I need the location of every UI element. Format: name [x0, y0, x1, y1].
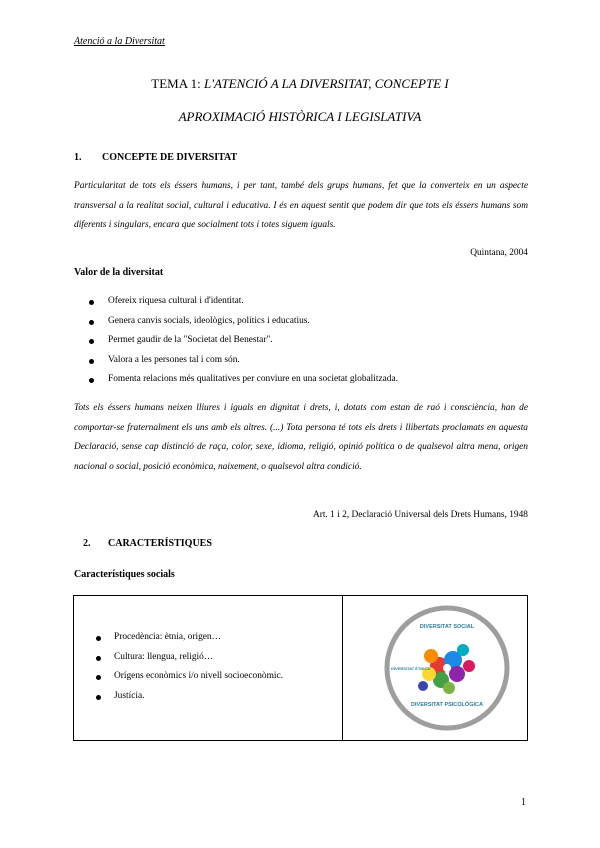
section-1-heading — [74, 152, 237, 163]
bullet-icon — [89, 378, 94, 383]
figure-label-bottom: DIVERSITAT PSICOLÒGICA — [411, 702, 483, 708]
declaration-quote: Tots els éssers humans neixen lliures i iguals en dignitat i drets, i, dotats com estan de raó i consciència, han de comportar-se fraternalment els uns amb els altres. (...) Tota persona té tots els drets i llibertats proclamats en aquesta Declaració, sense cap distinció de raça, color, sexe, idioma, religió, opinió política o de qualsevol altra mena, origen nacional o social, posició econòmica, naixement, o qualsevol altra condició. — [74, 403, 528, 472]
title-text-line-1: L'ATENCIÓ A LA DIVERSITAT, CONCEPTE I — [203, 76, 449, 91]
characteristics-table — [73, 595, 528, 741]
section-1-number: 1. — [74, 152, 82, 163]
socials-list — [77, 628, 283, 706]
bullet-icon — [89, 359, 94, 364]
bullet-icon — [89, 300, 94, 305]
valor-heading: Valor de la diversitat — [74, 267, 164, 278]
list-item: Justícia. — [77, 687, 283, 707]
section-1-title: CONCEPTE DE DIVERSITAT — [102, 152, 238, 163]
valor-list — [74, 292, 398, 390]
list-item: Orígens econòmics i/o nivell socioeconòmic. — [77, 667, 283, 687]
section-2-title: CARACTERÍSTIQUES — [108, 538, 212, 549]
list-item: Cultura: llengua, religió… — [77, 648, 283, 668]
table-divider — [342, 596, 343, 740]
figure-label-top: DIVERSITAT SOCIAL — [419, 624, 475, 630]
section-2-heading — [83, 538, 212, 549]
list-item: Fomenta relacions més qualitatives per conviure en una societat globalitzada. — [74, 370, 398, 390]
bullet-icon — [89, 320, 94, 325]
title-text-line-2: APROXIMACIÓ HISTÒRICA I LEGISLATIVA — [178, 109, 422, 124]
bullet-icon — [89, 339, 94, 344]
list-item: Ofereix riquesa cultural i d'identitat. — [74, 292, 398, 312]
page-number: 1 — [521, 797, 526, 808]
list-item: Permet gaudir de la "Societat del Benestar". — [74, 331, 398, 351]
socials-heading: Característiques socials — [74, 569, 175, 580]
definition-citation: Quintana, 2004 — [470, 248, 528, 258]
page-title-line-1 — [0, 76, 600, 92]
bullet-icon — [96, 675, 101, 680]
declaration-citation: Art. 1 i 2, Declaració Universal dels Drets Humans, 1948 — [312, 510, 528, 520]
list-item: Genera canvis socials, ideològics, polítics i educatius. — [74, 312, 398, 332]
section-2-number: 2. — [83, 538, 91, 549]
list-item: Procedència: ètnia, origen… — [77, 628, 283, 648]
bullet-icon — [96, 656, 101, 661]
diversity-diagram — [383, 604, 511, 732]
list-item: Valora a les persones tal i com són. — [74, 351, 398, 371]
figure-label-left: DIVERSITAT ÈTNICA — [391, 666, 431, 671]
title-prefix: TEMA 1: — [151, 76, 201, 91]
bullet-icon — [96, 636, 101, 641]
running-header: Atenció a la Diversitat — [74, 36, 165, 47]
definition-quote: Particularitat de tots els éssers humans, i per tant, també dels grups humans, fet que la converteix en un aspecte transversal a la realitat social, cultural i educativa. I és en aquest sentit que podem dir que tots els éssers humans som diferents i singulars, encara que socialment tots i totes siguem iguals. — [74, 181, 528, 230]
bullet-icon — [96, 695, 101, 700]
